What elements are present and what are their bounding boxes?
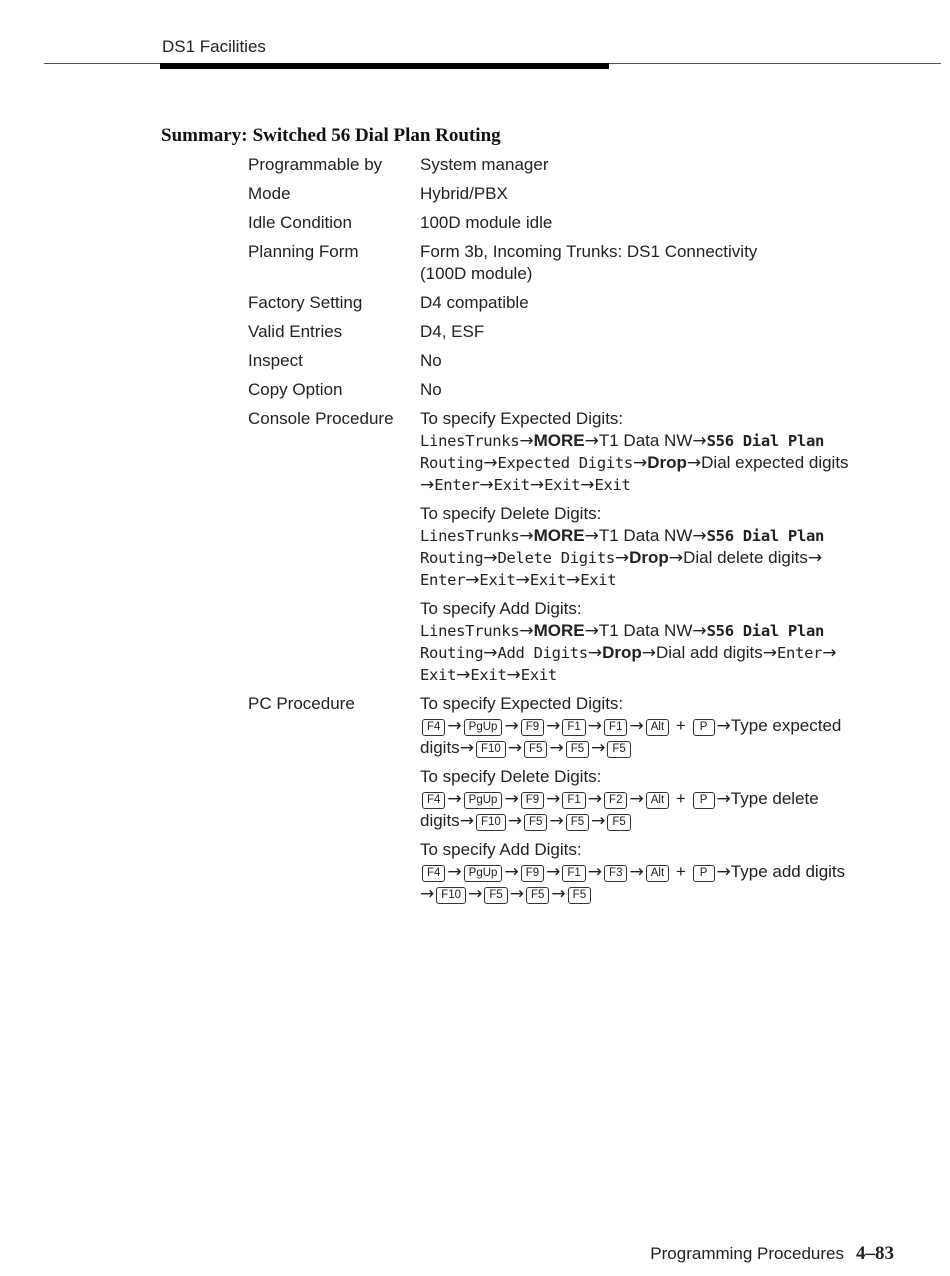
row-value: Hybrid/PBX	[420, 184, 508, 203]
row-label: Idle Condition	[248, 213, 352, 232]
menu-option: LinesTrunks	[420, 622, 520, 640]
arrow-icon: →	[504, 716, 519, 736]
menu-option: S56 Dial Plan	[706, 432, 825, 450]
f2-key-icon: F2	[604, 792, 627, 809]
menu-option: Enter	[420, 571, 466, 589]
pgup-key-icon: PgUp	[464, 792, 503, 809]
procedure-step-line	[420, 664, 908, 686]
arrow-icon: →	[447, 862, 462, 882]
row-label: Console Procedure	[248, 409, 394, 428]
section-title-prefix: Summary:	[161, 125, 248, 146]
procedure-step-line	[420, 810, 908, 832]
page-footer	[650, 1243, 894, 1265]
step-text: Dial delete digits	[683, 548, 808, 567]
arrow-icon: →	[692, 431, 707, 451]
menu-option: MORE	[533, 526, 585, 545]
menu-option: Exit	[493, 476, 530, 494]
arrow-icon: →	[515, 570, 530, 590]
console-delete	[420, 503, 908, 591]
menu-option: Enter	[777, 644, 823, 662]
arrow-icon: →	[591, 811, 606, 831]
row-label: Inspect	[248, 351, 303, 370]
step-text: Type delete	[730, 789, 819, 808]
menu-option: S56 Dial Plan	[706, 527, 825, 545]
f9-key-icon: F9	[521, 719, 544, 736]
row-console-procedure	[248, 408, 908, 686]
console-expected	[420, 408, 908, 496]
row-factory-setting	[248, 292, 908, 314]
f9-key-icon: F9	[521, 792, 544, 809]
f5-key-icon: F5	[607, 741, 630, 758]
arrow-icon: →	[716, 789, 731, 809]
row-label: Valid Entries	[248, 322, 343, 341]
row-valid-entries	[248, 321, 908, 343]
menu-option: Drop	[647, 453, 687, 472]
pgup-key-icon: PgUp	[464, 719, 503, 736]
f4-key-icon: F4	[422, 865, 445, 882]
row-label: Copy Option	[248, 380, 343, 399]
arrow-icon: →	[565, 570, 581, 590]
procedure-step-line	[420, 525, 908, 547]
row-label: Factory Setting	[248, 293, 363, 312]
running-header-title: DS1 Facilities	[162, 37, 266, 56]
step-text: Dial add digits	[655, 643, 763, 662]
menu-option: Exit	[470, 666, 507, 684]
arrow-icon: →	[584, 621, 599, 641]
row-label: PC Procedure	[248, 694, 355, 713]
row-value-line: (100D module)	[420, 264, 533, 283]
menu-option: Add Digits	[497, 644, 588, 662]
footer-chapter: Programming Procedures	[650, 1244, 844, 1263]
arrow-icon: →	[456, 665, 471, 685]
console-procedure	[420, 408, 908, 686]
arrow-icon: →	[519, 526, 534, 546]
step-text: Type add digits	[730, 862, 846, 881]
procedure-step-line	[420, 737, 908, 759]
procedure-heading: To specify Delete Digits:	[420, 767, 602, 786]
row-copy-option	[248, 379, 908, 401]
arrow-icon: →	[479, 475, 494, 495]
procedure-step-line	[420, 642, 908, 664]
arrow-icon: →	[692, 526, 707, 546]
menu-option: MORE	[533, 431, 585, 450]
arrow-icon: →	[465, 570, 480, 590]
row-mode	[248, 183, 908, 205]
arrow-icon: →	[686, 453, 702, 473]
procedure-heading: To specify Expected Digits:	[420, 694, 624, 713]
menu-option: T1 Data NW	[598, 526, 693, 545]
row-planning-form	[248, 241, 908, 285]
f5-key-icon: F5	[566, 741, 589, 758]
menu-option: Exit	[420, 666, 457, 684]
menu-option: LinesTrunks	[420, 432, 520, 450]
header-bar	[160, 63, 609, 69]
arrow-icon: →	[762, 643, 778, 663]
pc-delete	[420, 766, 908, 832]
row-label: Mode	[248, 184, 291, 203]
row-value: No	[420, 380, 442, 399]
procedure-heading: To specify Add Digits:	[420, 840, 582, 859]
arrow-icon: →	[459, 738, 474, 758]
arrow-icon: →	[807, 548, 823, 568]
arrow-icon: →	[519, 621, 534, 641]
p-key-icon: P	[693, 792, 715, 809]
arrow-icon: →	[587, 862, 603, 882]
row-programmable-by	[248, 154, 908, 176]
arrow-icon: →	[504, 862, 519, 882]
alt-key-icon: Alt	[646, 792, 669, 809]
pc-expected	[420, 693, 908, 759]
plus-sign: +	[675, 862, 686, 881]
procedure-step-line	[420, 452, 908, 474]
procedure-step-line	[420, 569, 908, 591]
summary-table	[248, 154, 908, 905]
menu-option: Expected Digits	[497, 454, 633, 472]
arrow-icon: →	[614, 548, 630, 568]
f3-key-icon: F3	[604, 865, 627, 882]
menu-option: Routing	[420, 549, 484, 567]
arrow-icon: →	[551, 884, 566, 904]
arrow-icon: →	[629, 862, 644, 882]
procedure-heading: To specify Expected Digits:	[420, 409, 624, 428]
procedure-step-line	[420, 474, 908, 496]
arrow-icon: →	[447, 789, 462, 809]
menu-option: MORE	[533, 621, 585, 640]
f1-key-icon: F1	[562, 865, 585, 882]
section-title-text: Switched 56 Dial Plan Routing	[252, 125, 501, 146]
f1-key-icon: F1	[562, 792, 585, 809]
plus-sign: +	[675, 716, 686, 735]
arrow-icon: →	[459, 811, 474, 831]
arrow-icon: →	[632, 453, 648, 473]
f5-key-icon: F5	[607, 814, 630, 831]
procedure-step-line	[420, 883, 908, 905]
f4-key-icon: F4	[422, 719, 445, 736]
menu-option: Exit	[529, 571, 566, 589]
row-label: Programmable by	[248, 155, 383, 174]
procedure-step-line	[420, 861, 908, 883]
row-pc-procedure	[248, 693, 908, 905]
menu-option: LinesTrunks	[420, 527, 520, 545]
row-value-line: Form 3b, Incoming Trunks: DS1 Connectivity	[420, 242, 758, 261]
f5-key-icon: F5	[524, 741, 547, 758]
menu-option: Drop	[629, 548, 669, 567]
arrow-icon: →	[584, 526, 599, 546]
step-text: digits	[420, 738, 460, 757]
f1-key-icon: F1	[604, 719, 627, 736]
p-key-icon: P	[693, 719, 715, 736]
pc-procedure	[420, 693, 908, 905]
procedure-step-line	[420, 620, 908, 642]
arrow-icon: →	[546, 862, 561, 882]
f5-key-icon: F5	[524, 814, 547, 831]
f10-key-icon: F10	[436, 887, 466, 904]
menu-option: Routing	[420, 644, 484, 662]
arrow-icon: →	[587, 789, 603, 809]
procedure-heading: To specify Delete Digits:	[420, 504, 602, 523]
arrow-icon: →	[483, 453, 498, 473]
row-idle-condition	[248, 212, 908, 234]
f9-key-icon: F9	[521, 865, 544, 882]
page-number: 4–83	[856, 1243, 894, 1264]
section-title	[161, 125, 501, 147]
arrow-icon: →	[483, 643, 498, 663]
menu-option: Exit	[580, 571, 617, 589]
f10-key-icon: F10	[476, 741, 506, 758]
pgup-key-icon: PgUp	[464, 865, 503, 882]
arrow-icon: →	[509, 884, 524, 904]
menu-option: Drop	[602, 643, 642, 662]
console-add	[420, 598, 908, 686]
menu-option: Exit	[520, 666, 557, 684]
arrow-icon: →	[629, 789, 644, 809]
arrow-icon: →	[591, 738, 606, 758]
step-text: Type expected	[730, 716, 842, 735]
arrow-icon: →	[468, 884, 483, 904]
arrow-icon: →	[549, 811, 564, 831]
arrow-icon: →	[587, 716, 603, 736]
row-value: System manager	[420, 155, 549, 174]
f4-key-icon: F4	[422, 792, 445, 809]
procedure-step-line	[420, 788, 908, 810]
menu-option: S56 Dial Plan	[706, 622, 825, 640]
menu-option: Routing	[420, 454, 484, 472]
row-value: No	[420, 351, 442, 370]
row-label: Planning Form	[248, 242, 359, 261]
menu-option: Exit	[594, 476, 631, 494]
menu-option: Enter	[434, 476, 480, 494]
alt-key-icon: Alt	[646, 865, 669, 882]
arrow-icon: →	[549, 738, 564, 758]
arrow-icon: →	[822, 643, 837, 663]
plus-sign: +	[675, 789, 686, 808]
arrow-icon: →	[546, 789, 561, 809]
menu-option: Exit	[479, 571, 516, 589]
menu-option: Delete Digits	[497, 549, 615, 567]
arrow-icon: →	[668, 548, 684, 568]
pc-add	[420, 839, 908, 905]
row-inspect	[248, 350, 908, 372]
arrow-icon: →	[716, 716, 731, 736]
arrow-icon: →	[580, 475, 595, 495]
row-value: D4 compatible	[420, 293, 529, 312]
menu-option: T1 Data NW	[598, 621, 693, 640]
row-value	[420, 241, 908, 285]
arrow-icon: →	[504, 789, 519, 809]
alt-key-icon: Alt	[646, 719, 669, 736]
arrow-icon: →	[483, 548, 498, 568]
f5-key-icon: F5	[566, 814, 589, 831]
procedure-heading: To specify Add Digits:	[420, 599, 582, 618]
f5-key-icon: F5	[484, 887, 507, 904]
arrow-icon: →	[584, 431, 599, 451]
procedure-step-line	[420, 430, 908, 452]
step-text: digits	[420, 811, 460, 830]
arrow-icon: →	[420, 475, 435, 495]
f10-key-icon: F10	[476, 814, 506, 831]
arrow-icon: →	[507, 738, 523, 758]
step-text: Dial expected digits	[701, 453, 849, 472]
f5-key-icon: F5	[568, 887, 591, 904]
f5-key-icon: F5	[526, 887, 549, 904]
arrow-icon: →	[506, 665, 521, 685]
arrow-icon: →	[692, 621, 707, 641]
arrow-icon: →	[546, 716, 561, 736]
f1-key-icon: F1	[562, 719, 585, 736]
arrow-icon: →	[420, 884, 435, 904]
arrow-icon: →	[507, 811, 523, 831]
menu-option: T1 Data NW	[598, 431, 693, 450]
row-value: D4, ESF	[420, 322, 485, 341]
arrow-icon: →	[529, 475, 545, 495]
procedure-step-line	[420, 547, 908, 569]
arrow-icon: →	[519, 431, 534, 451]
arrow-icon: →	[447, 716, 462, 736]
arrow-icon: →	[629, 716, 644, 736]
arrow-icon: →	[587, 643, 603, 663]
arrow-icon: →	[716, 862, 731, 882]
procedure-step-line	[420, 715, 908, 737]
arrow-icon: →	[641, 643, 656, 663]
menu-option: Exit	[544, 476, 581, 494]
row-value: 100D module idle	[420, 213, 553, 232]
p-key-icon: P	[693, 865, 715, 882]
